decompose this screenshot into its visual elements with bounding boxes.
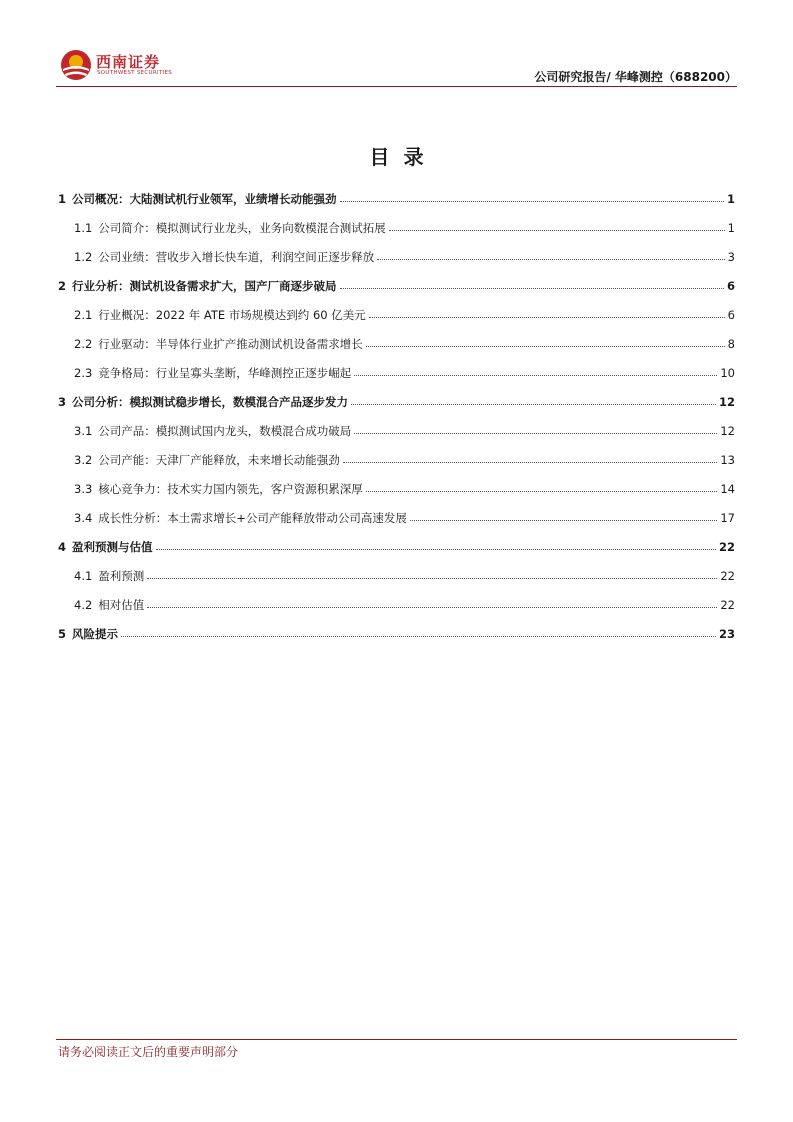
toc-leader-dots [366, 491, 718, 492]
toc-entry[interactable] [58, 532, 735, 561]
toc-leader-dots [147, 607, 717, 608]
toc-leader-dots [369, 317, 725, 318]
toc-leader-dots [340, 288, 724, 289]
table-of-contents [58, 184, 735, 648]
logo-english-name: SOUTHWEST SECURITIES [97, 70, 173, 76]
toc-entry-number: 2.2 [74, 336, 93, 351]
toc-entry[interactable] [58, 271, 735, 300]
logo-chinese-name: 西南证券 [96, 53, 161, 71]
toc-entry-label: 公司概况：大陆测试机行业领军，业绩增长动能强劲 [72, 191, 337, 206]
toc-leader-dots [351, 404, 716, 405]
toc-entry-label: 公司分析：模拟测试稳步增长，数模混合产品逐步发力 [72, 394, 349, 409]
toc-leader-dots [354, 433, 717, 434]
toc-entry-number: 5 [58, 626, 67, 641]
toc-entry-label: 相对估值 [98, 597, 145, 612]
logo-sun-icon [60, 49, 92, 81]
toc-entry-page: 12 [720, 423, 735, 438]
toc-entry[interactable] [58, 329, 735, 358]
toc-entry-label: 公司产能：天津厂产能释放，未来增长动能强劲 [98, 452, 340, 467]
toc-entry-label: 行业分析：测试机设备需求扩大，国产厂商逐步破局 [72, 278, 337, 293]
toc-entry-number: 3.2 [74, 452, 93, 467]
toc-entry-page: 10 [720, 365, 735, 380]
toc-entry[interactable] [58, 474, 735, 503]
toc-entry-label: 盈利预测与估值 [72, 539, 153, 554]
toc-entry-number: 1.2 [74, 249, 93, 264]
toc-entry[interactable] [58, 445, 735, 474]
toc-entry-label: 行业驱动：半导体行业扩产推动测试机设备需求增长 [98, 336, 363, 351]
footer-divider [56, 1039, 737, 1040]
toc-entry-page: 22 [718, 539, 735, 554]
toc-entry-label: 公司产品：模拟测试国内龙头，数模混合成功破局 [98, 423, 352, 438]
toc-entry-page: 8 [727, 336, 735, 351]
toc-leader-dots [340, 201, 724, 202]
toc-entry-number: 4.2 [74, 597, 93, 612]
toc-entry-number: 2.3 [74, 365, 93, 380]
toc-entry-label: 盈利预测 [98, 568, 145, 583]
toc-leader-dots [366, 346, 725, 347]
toc-entry[interactable] [58, 416, 735, 445]
header-divider [56, 86, 737, 87]
toc-leader-dots [121, 636, 716, 637]
toc-entry-number: 4 [58, 539, 67, 554]
toc-entry-number: 2 [58, 278, 67, 293]
toc-entry-page: 23 [718, 626, 735, 641]
toc-leader-dots [147, 578, 717, 579]
toc-entry-number: 1 [58, 191, 67, 206]
toc-entry[interactable] [58, 561, 735, 590]
toc-entry-label: 竞争格局：行业呈寡头垄断，华峰测控正逐步崛起 [98, 365, 352, 380]
toc-entry-number: 3.4 [74, 510, 93, 525]
report-header-title: 公司研究报告/ 华峰测控（688200） [534, 70, 737, 84]
toc-entry-page: 13 [720, 452, 735, 467]
toc-title: 目录 [369, 145, 438, 169]
toc-entry-number: 3 [58, 394, 67, 409]
toc-entry[interactable] [58, 387, 735, 416]
toc-entry[interactable] [58, 300, 735, 329]
toc-entry[interactable] [58, 358, 735, 387]
company-logo [60, 49, 200, 85]
toc-leader-dots [389, 230, 725, 231]
toc-entry-number: 3.3 [74, 481, 93, 496]
toc-entry-label: 行业概况：2022 年 ATE 市场规模达到约 60 亿美元 [98, 307, 366, 322]
toc-entry[interactable] [58, 213, 735, 242]
toc-entry-page: 22 [720, 597, 735, 612]
toc-entry-number: 4.1 [74, 568, 93, 583]
toc-entry-label: 公司简介：模拟测试行业龙头，业务向数模混合测试拓展 [98, 220, 386, 235]
toc-entry-number: 3.1 [74, 423, 93, 438]
toc-entry-page: 3 [727, 249, 735, 264]
toc-entry-page: 1 [727, 220, 735, 235]
toc-leader-dots [354, 375, 717, 376]
toc-entry-label: 核心竞争力：技术实力国内领先，客户资源积累深厚 [98, 481, 363, 496]
toc-entry-page: 22 [720, 568, 735, 583]
toc-entry-page: 14 [720, 481, 735, 496]
toc-entry-label: 风险提示 [72, 626, 119, 641]
toc-entry-label: 公司业绩：营收步入增长快车道，利润空间正逐步释放 [98, 249, 375, 264]
toc-entry-number: 2.1 [74, 307, 93, 322]
toc-entry[interactable] [58, 503, 735, 532]
toc-entry-number: 1.1 [74, 220, 93, 235]
toc-entry-label: 成长性分析：本土需求增长+公司产能释放带动公司高速发展 [98, 510, 407, 525]
toc-leader-dots [156, 549, 716, 550]
toc-entry[interactable] [58, 242, 735, 271]
toc-entry-page: 12 [718, 394, 735, 409]
toc-entry-page: 1 [726, 191, 735, 206]
toc-entry-page: 6 [726, 278, 735, 293]
toc-entry[interactable] [58, 619, 735, 648]
toc-leader-dots [343, 462, 718, 463]
toc-entry-page: 6 [727, 307, 735, 322]
toc-entry[interactable] [58, 184, 735, 213]
footer-disclaimer: 请务必阅读正文后的重要声明部分 [58, 1045, 239, 1059]
toc-entry-page: 17 [720, 510, 735, 525]
toc-leader-dots [377, 259, 724, 260]
toc-leader-dots [410, 520, 717, 521]
toc-entry[interactable] [58, 590, 735, 619]
